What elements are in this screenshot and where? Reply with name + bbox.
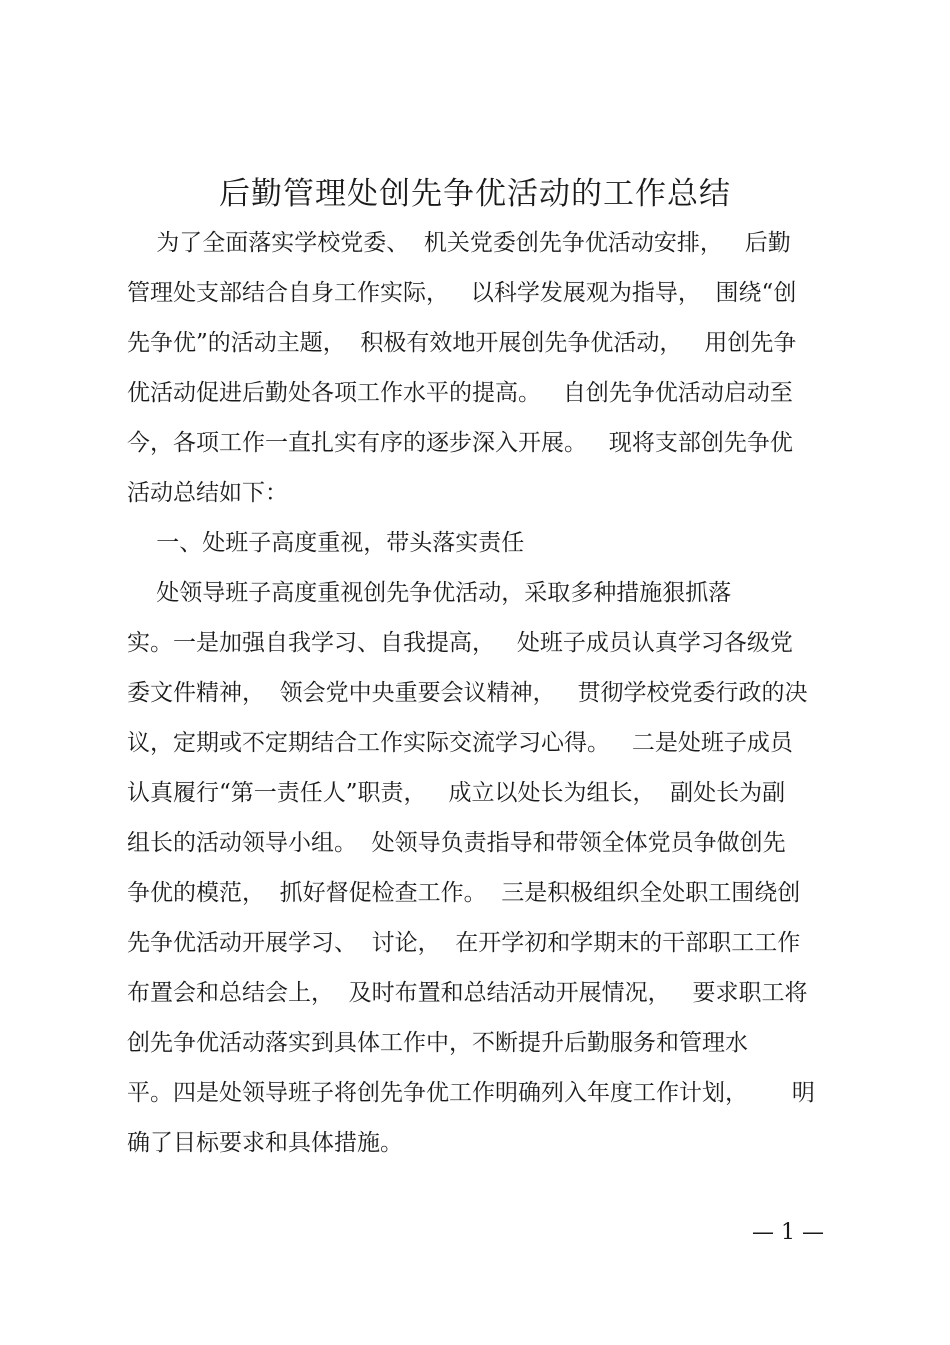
section-heading-1: 一、处班子高度重视，带头落实责任 xyxy=(127,530,525,556)
body-line-1: 为了全面落实学校党委、 机关党委创先争优活动安排， 后勤 xyxy=(127,230,791,256)
body-line-2: 管理处支部结合自身工作实际， 以科学发展观为指导， 围绕“创 xyxy=(127,280,797,306)
body-line-16: 布置会和总结会上， 及时布置和总结活动开展情况， 要求职工将 xyxy=(127,980,808,1006)
body-line-19: 确了目标要求和具体措施。 xyxy=(127,1130,403,1156)
document-title: 后勤管理处创先争优活动的工作总结 xyxy=(219,176,731,212)
body-line-8: 处领导班子高度重视创先争优活动，采取多种措施狠抓落 xyxy=(127,580,732,606)
body-line-18: 平。四是处领导班子将创先争优工作明确列入年度工作计划， 明 xyxy=(127,1080,815,1106)
body-line-17: 创先争优活动落实到具体工作中，不断提升后勤服务和管理水 xyxy=(127,1030,748,1056)
body-line-3: 先争优”的活动主题， 积极有效地开展创先争优活动， 用创先争 xyxy=(127,330,797,356)
body-line-13: 组长的活动领导小组。 处领导负责指导和带领全体党员争做创先 xyxy=(127,830,786,856)
body-line-12: 认真履行“第一责任人”职责， 成立以处长为组长， 副处长为副 xyxy=(127,780,786,806)
body-line-15: 先争优活动开展学习、 讨论， 在开学初和学期末的干部职工工作 xyxy=(127,930,801,956)
body-line-11: 议，定期或不定期结合工作实际交流学习心得。 二是处班子成员 xyxy=(127,730,793,756)
body-line-10: 委文件精神， 领会党中央重要会议精神， 贯彻学校党委行政的决 xyxy=(127,680,808,706)
body-line-5: 今，各项工作一直扎实有序的逐步深入开展。 现将支部创先争优 xyxy=(127,430,793,456)
body-line-9: 实。一是加强自我学习、自我提高， 处班子成员认真学习各级党 xyxy=(127,630,793,656)
body-line-4: 优活动促进后勤处各项工作水平的提高。 自创先争优活动启动至 xyxy=(127,380,793,406)
body-line-14: 争优的模范， 抓好督促检查工作。 三是积极组织全处职工围绕创 xyxy=(127,880,801,906)
body-line-6: 活动总结如下： xyxy=(127,480,288,506)
page-number: — 1 — xyxy=(752,1220,824,1245)
